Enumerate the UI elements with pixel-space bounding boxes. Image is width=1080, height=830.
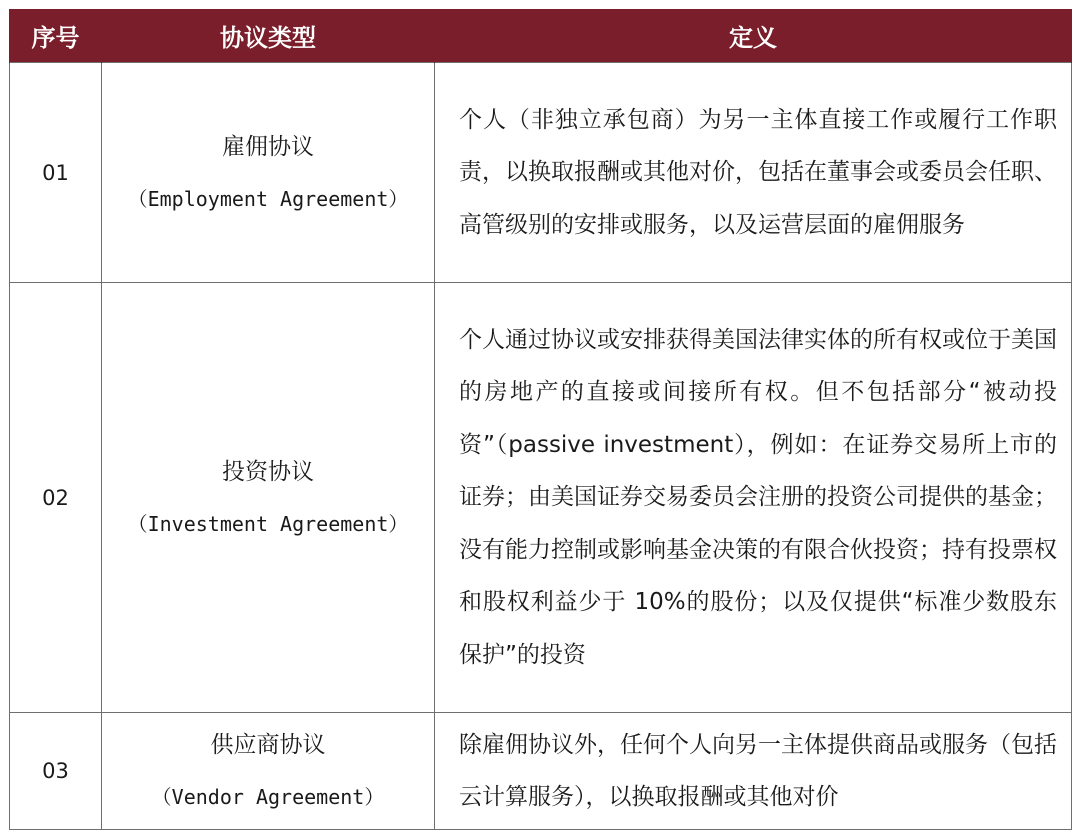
agreement-type-en: （Vendor Agreement） (151, 785, 385, 809)
header-type: 协议类型 (102, 9, 435, 63)
agreement-type-en: （Investment Agreement） (127, 511, 409, 536)
row-number: 01 (10, 63, 102, 283)
agreement-type-cell (102, 63, 435, 283)
table-row (10, 63, 1072, 283)
table-body (10, 63, 1072, 830)
definition-cell (435, 283, 1072, 713)
agreement-type-cn: 供应商协议 (210, 732, 326, 758)
table-row (10, 713, 1072, 830)
agreement-table-container (9, 9, 1071, 830)
row-number: 03 (10, 713, 102, 830)
agreement-types-table (9, 9, 1072, 830)
row-number: 02 (10, 283, 102, 713)
header-row (10, 9, 1072, 63)
table-row (10, 283, 1072, 713)
header-num: 序号 (10, 9, 102, 63)
definition-text: 除雇佣协议外，任何个人向另一主体提供商品或服务（包括云计算服务），以换取报酬或其他对价 (459, 731, 1057, 810)
definition-text: 个人通过协议或安排获得美国法律实体的所有权或位于美国的房地产的直接或间接所有权。但不包括部分“被动投资”（passive investment），例如：在证券交易所上市的证券；由美国证券交易委员会注册的投资公司提供的基金；没有能力控制或影响基金决策的有限合伙投资；持有投票权和股权利益少于 10%的股份；以及仅提供“标准少数股东保护”的投资 (459, 326, 1057, 668)
definition-text: 个人（非独立承包商）为另一主体直接工作或履行工作职责，以换取报酬或其他对价，包括在董事会或委员会任职、高管级别的安排或服务，以及运营层面的雇佣服务 (459, 106, 1057, 238)
definition-cell (435, 63, 1072, 283)
agreement-type-cell (102, 283, 435, 713)
definition-cell (435, 713, 1072, 830)
table-header (10, 9, 1072, 63)
agreement-type-cell (102, 713, 435, 830)
agreement-type-en: （Employment Agreement） (127, 186, 409, 211)
agreement-type-cn: 雇佣协议 (222, 133, 314, 160)
header-definition: 定义 (435, 9, 1072, 63)
agreement-type-cn: 投资协议 (222, 458, 314, 485)
